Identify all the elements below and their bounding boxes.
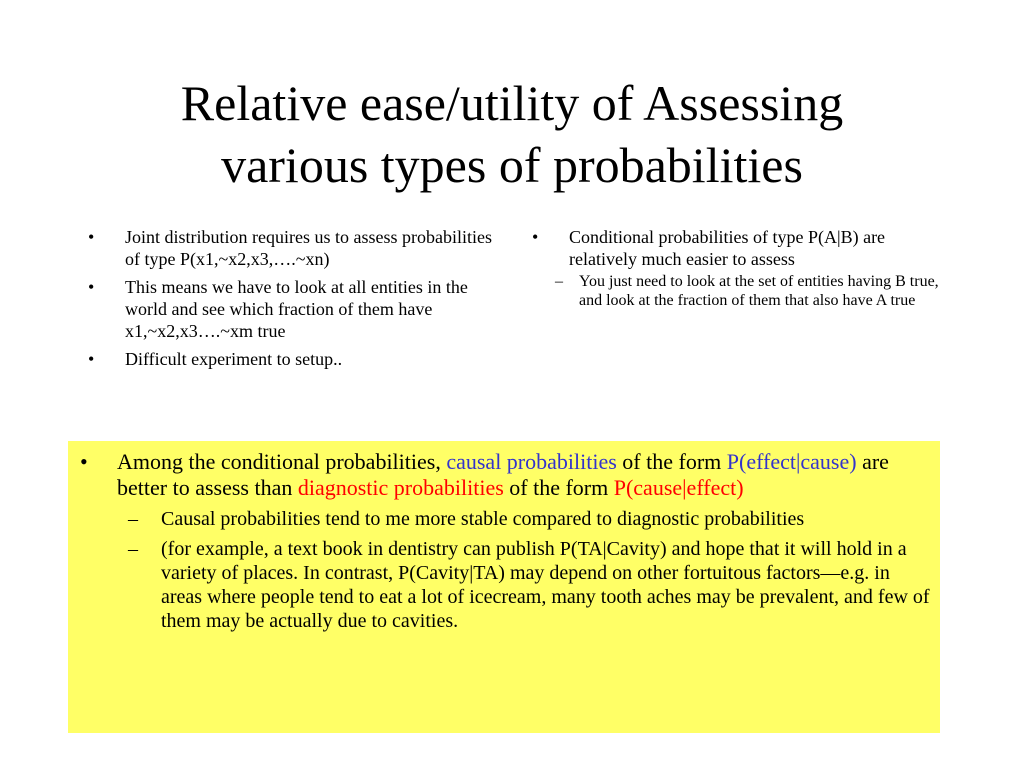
bullet-mark: •	[532, 227, 539, 247]
slide-title	[40, 72, 984, 196]
highlight-main-bullet	[80, 449, 930, 501]
title-line-2: various types of probabilities	[221, 137, 803, 193]
highlight-sub-bullet-2	[80, 537, 930, 633]
left-bullet-1	[88, 226, 500, 270]
left-bullet-list	[88, 226, 500, 370]
left-column	[88, 226, 500, 376]
highlight-sub-2-text: (for example, a text book in dentistry can publish P(TA|Cavity) and hope that it will hold in a variety of places. In contrast, P(Cavity|TA) may depend on other fortuitous factors—e.g. in areas where people tend to eat a lot of icecream, many tooth aches may be prevalent, and few of them may be actually due to cavities.	[161, 538, 930, 632]
effect-cause-term: P(effect|cause)	[726, 449, 857, 474]
bullet-mark: •	[88, 227, 95, 247]
left-bullet-2-text: This means we have to look at all entities in the world and see which fraction of them have x1,~x2,x3….~xm true	[125, 277, 468, 341]
left-bullet-3-text: Difficult experiment to setup..	[125, 349, 343, 369]
highlight-box	[68, 441, 940, 733]
dash-mark: –	[128, 508, 138, 530]
highlight-content	[80, 449, 930, 633]
dash-mark: –	[555, 273, 563, 290]
left-bullet-1-text: Joint distribution requires us to assess probabilities of type P(x1,~x2,x3,….~xn)	[125, 227, 492, 269]
highlight-sub-1-text: Causal probabilities tend to me more stable compared to diagnostic probabilities	[161, 508, 805, 530]
right-bullet-1	[532, 226, 942, 310]
highlight-sub-bullet-1	[80, 507, 930, 531]
left-bullet-3	[88, 348, 500, 370]
right-column	[532, 226, 942, 316]
highlight-text-1: Among the conditional probabilities,	[117, 449, 447, 474]
bullet-mark: •	[80, 449, 88, 474]
right-bullet-list	[532, 226, 942, 310]
highlight-text-3: are better to assess than	[117, 449, 889, 500]
right-sub-bullet	[532, 272, 942, 310]
right-sub-bullet-text: You just need to look at the set of entities having B true, and look at the fraction of them that also have A true	[579, 273, 939, 309]
bullet-mark: •	[88, 277, 95, 297]
left-bullet-2	[88, 276, 500, 342]
causal-probabilities-term: causal probabilities	[446, 449, 617, 474]
highlight-text-2: of the form	[616, 449, 727, 474]
right-bullet-1-text: Conditional probabilities of type P(A|B) are relatively much easier to assess	[569, 227, 886, 269]
highlight-text-4: of the form	[503, 475, 614, 500]
diagnostic-probabilities-term: diagnostic probabilities	[297, 475, 504, 500]
bullet-mark: •	[88, 349, 95, 369]
cause-effect-term: P(cause|effect)	[613, 475, 744, 500]
dash-mark: –	[128, 538, 138, 560]
title-line-1: Relative ease/utility of Assessing	[180, 75, 844, 131]
